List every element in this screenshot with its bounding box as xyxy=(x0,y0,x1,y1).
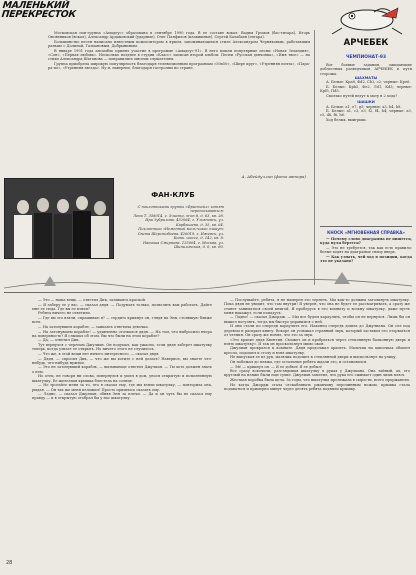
story-paragraph: — Где вы это взяли, спрашиваю я? — сердито крикнул он, глядя на Энн, стоявшую ближе всех. xyxy=(32,316,212,325)
story-paragraph: — Я заберу ее у вас, — сказал дядя. — Подумать только, позволить вам работать. Дайте мне ее сюда. Где вы ее взяли? xyxy=(32,302,212,311)
knock-qa xyxy=(320,237,412,264)
chess-line: А. Белые: Крa8, Фd2, Сb2, c2; черные: Крe6. xyxy=(326,80,411,85)
fanclub-entry: Света Шерстобоева. 426019, г. Ижевск, ул. Ботк. шоссе, д. 142, кв. 8. xyxy=(137,231,224,241)
story-paragraph: Ребята ничего не ответили. xyxy=(38,311,91,316)
story-column-left xyxy=(32,298,212,401)
knock-question: — Как узнать, чей ход в позиции, когда это не указано? xyxy=(320,254,412,264)
band-photo-figures xyxy=(5,179,113,258)
story-paragraph: Жесткая коробка была цела. За годы, что шкатулка пролежала в сырости, всего проржавели. xyxy=(230,378,410,383)
story-column-right xyxy=(224,298,410,392)
page-number: 28 xyxy=(6,560,13,566)
fanclub-intro: С поклонниками группы «Фристайл» хотят переписываться: xyxy=(137,205,224,214)
story-paragraph: — Не трогайте меня за то, что я сказал ему, где мы взяли шкатулку, — повторила она, рыдая. — Он так же меня изложил! Просто пришлось сказать ему. xyxy=(32,383,212,392)
chess-championship: ЧЕМПИОНАТ-93 xyxy=(346,55,386,60)
column-separator xyxy=(314,30,315,285)
story-paragraph: — Ладно! — сказал Джордж. — Мы все будем караулить, чтобы он не вернулся. Лишь бы он вышел погулять, тогда мы быстро управимся с ней. xyxy=(224,315,410,324)
story-paragraph: — Что же, в этой вещи нет ничего интересного, — сказал дядя. xyxy=(38,351,160,356)
knock-title: КНОСК «МГНОВЕННАЯ СПРАВКА» xyxy=(327,230,405,235)
knock-answer: — Это не требуется, так как есть правило: белые ходят на диаграмме снизу вверх. xyxy=(320,245,412,255)
story-paragraph: «Это храпит дядя Квентин. Сможет он и пробраться через стеклянную балконную дверь и взять шкатулку». И так он проскользнул мимо окон. xyxy=(224,337,410,346)
fanclub-entry: Наташа Смирнова. 125004, г. Москва, ул. Шипиловская, д. 6, кв. 60. xyxy=(142,240,224,250)
story-illustration xyxy=(4,262,412,294)
author-signature: А. Абейдуллин (фото автора) xyxy=(241,174,306,179)
section-logo: МАЛЕНЬКИЙ ПЕРЕКРЕСТОК xyxy=(1,0,77,20)
chess-line: Б. Белые: Крb5, Фe2, Лd1, Кd3; черные: Крf5, Пd5. xyxy=(320,85,412,94)
story-paragraph: — Это — наша вещь, — ответил Дик, заливаясь краской. xyxy=(38,298,147,302)
story-paragraph: — Ладно, — сказал Джулиан, обняв Энн за плечи. — Да и он чуть бы не сказал ему правду — и в открытую отобрал бы у нас шкатулку. xyxy=(32,392,212,401)
intro-paragraph: В январе 1991 года ансамбль принял участие в программе «Амадеус-91». В него вошли популярные песни «Новая Зеландия», «Сон», «Первая любовь». Несколько позднее в студии «Класс» записан второй альбом. Песни «Русская девчонка», «Имя твое» — на стихи Александра Шаганова — понравились многим слушателям. xyxy=(48,48,310,62)
knock-question: — Почему слово диаграмма не пишется, куда нуля берется? xyxy=(320,237,412,246)
story-paragraph: — Это не затонувший корабль, — вызывающе ответил Джулиан. — Ты хоть должен знать о нем. xyxy=(32,365,212,374)
fanclub-entry: Поклонники «Неменный маль-чика» пишут: xyxy=(138,227,224,232)
story-paragraph: — На затонувшем корабле, — заикаясь ответила девочка. xyxy=(38,324,149,329)
story-paragraph: — Послушайте, ребята, я не намерен это терпеть. Мы как-то должны затолкнуть шкатулку. Пока дядя не увидит, что там внутри! Я уверен, что она не будет ее рассматривать, а сразу же станет заниматься своей книгой. Я проберусь в его комнату и возьму шкатулку, даже пусть меня накажут, если попадусь. xyxy=(224,298,410,315)
intro-paragraph: Московская поп-группа «Амадеус» образована в сентябре 1990 года. В ее составе вокал: Вадим Громов (бас-гитара), Игорь Овсянников (вокал), Александр Ардаковский (ударные), Олег Панфилов (клавишные), Сергей Балабаев (гитара). xyxy=(48,31,310,40)
mascot-illustration xyxy=(322,2,412,36)
intro-paragraph: Большинство песен написано известным композитором в ярком, запоминающемся стиле Александром Черняковым, работавшим раньше с Долиной, Газмановым, Добрыниным. xyxy=(48,39,310,49)
fanclub-title: ФАН-КЛУБ xyxy=(151,191,195,199)
story-paragraph: Все сразу вскочили, разглядывая шкатулку в руках у Джулиана. Она тайный, ах, его круглый на пляже были еще сухие. Джулиан заметил, что рука его сжимает один лишь ключ. xyxy=(224,369,410,378)
checkers-line: Б. Белые: а1, с3, е3, f2, f4, h4; черные: а3, с5, d6, f6, h6. xyxy=(320,109,412,118)
story-paragraph: Джулиан прокрался к комнате. Дядя продолжал храпеть. Мальчик на цыпочках обошел кресло, подошел к столу и взял шкатулку. xyxy=(224,346,410,355)
story-paragraph: — Да, — ответил Дик. xyxy=(38,338,80,343)
fanclub-entry: Лена Т. 358014, г. Элиста, м-он 8, д. 63, кв. 28. xyxy=(133,213,224,218)
story-paragraph: — Эй! — крикнул он. — Я ее добыл! Я ее добыл! xyxy=(230,364,323,369)
chess-tasks xyxy=(320,63,412,123)
story-paragraph: И они стали по очереди караулить его. Наконец очередь дошла до Джулиана. Он сел под деревом и раскрыл книгу. Вскоре он услышал странный звук, который заставил его оторваться от чтения. Он сразу же понял, что это за звук. xyxy=(224,324,410,337)
chess-divider xyxy=(320,226,412,227)
intro-paragraph: Группа приобрела широкую популярность благодаря телевизионным программам «50х50», «Шире круг», «Утренняя почта», «Пара-ра-по», «Утренняя звезда». Ну и, наверное, благодаря гастролям по стране. xyxy=(48,61,310,71)
story-paragraph: — На затонувшем корабле! — удивленно отозвался дядя. — На том, что выбросило вчера на поверхность? Я слышал об этом. Вы что были на этом корабле? xyxy=(32,329,212,338)
intro-article xyxy=(48,31,310,71)
chess-intro: Вот боевые задания, ожидающие доблестных разведчиков АРЧЕБЕК в пути сторожа. xyxy=(320,63,412,76)
story-paragraph: Он побежал до пляжа, где остальные ребята ждали его, и остановился. xyxy=(230,359,368,364)
checkers-line: Ход белых, выигрыш. xyxy=(326,118,367,123)
checkers-line: А. Белые: а1, е7, g5; черные: а3, b4, h8. xyxy=(326,104,402,109)
chess-section-chess: ШАХМАТЫ xyxy=(354,76,378,81)
story-paragraph: — Дядя, — спросил Дик, — что же вы хотите с ней делать? Наверное, вы знаете что-нибудь, что-нибудь нужное. xyxy=(32,356,212,365)
fanclub-list xyxy=(122,205,224,250)
story-paragraph: Не выпуская ее из рук, мальчик подошел к стеклянной двери и выскользнул на улицу. xyxy=(230,355,397,360)
fanclub-entry: Ира Зубрилова. 432064, г. Ульяновск, ул. Карбышева, д. 35, кв. 64. xyxy=(145,218,224,227)
chess-title: АРЧЕБЕК xyxy=(343,38,389,48)
story-paragraph: Но отец, не говоря ни слова, повернулся и ушел в дом, унося открытую и пополненную шкатулку. Ее железная крышка блестела на солнце. xyxy=(32,374,212,383)
chess-line: Сколько путей ведут к мату в 2 хода? xyxy=(326,93,398,98)
band-photo xyxy=(4,178,114,259)
story-paragraph: Тут вернулся с черепом Джулиан. Он подумал, как ужасно, если дядя заберет шкатулку теперь, когда узнает ее открыть. Но ничего этого не случилось. xyxy=(32,343,212,352)
story-paragraph: Но когда Джордж стала отскабливать ржавчину перочинным ножом, крышка стала подаваться и примерно минут через десять ребята подняли крышку. xyxy=(224,382,410,391)
chess-section-checkers: ШАШКИ xyxy=(357,100,375,105)
